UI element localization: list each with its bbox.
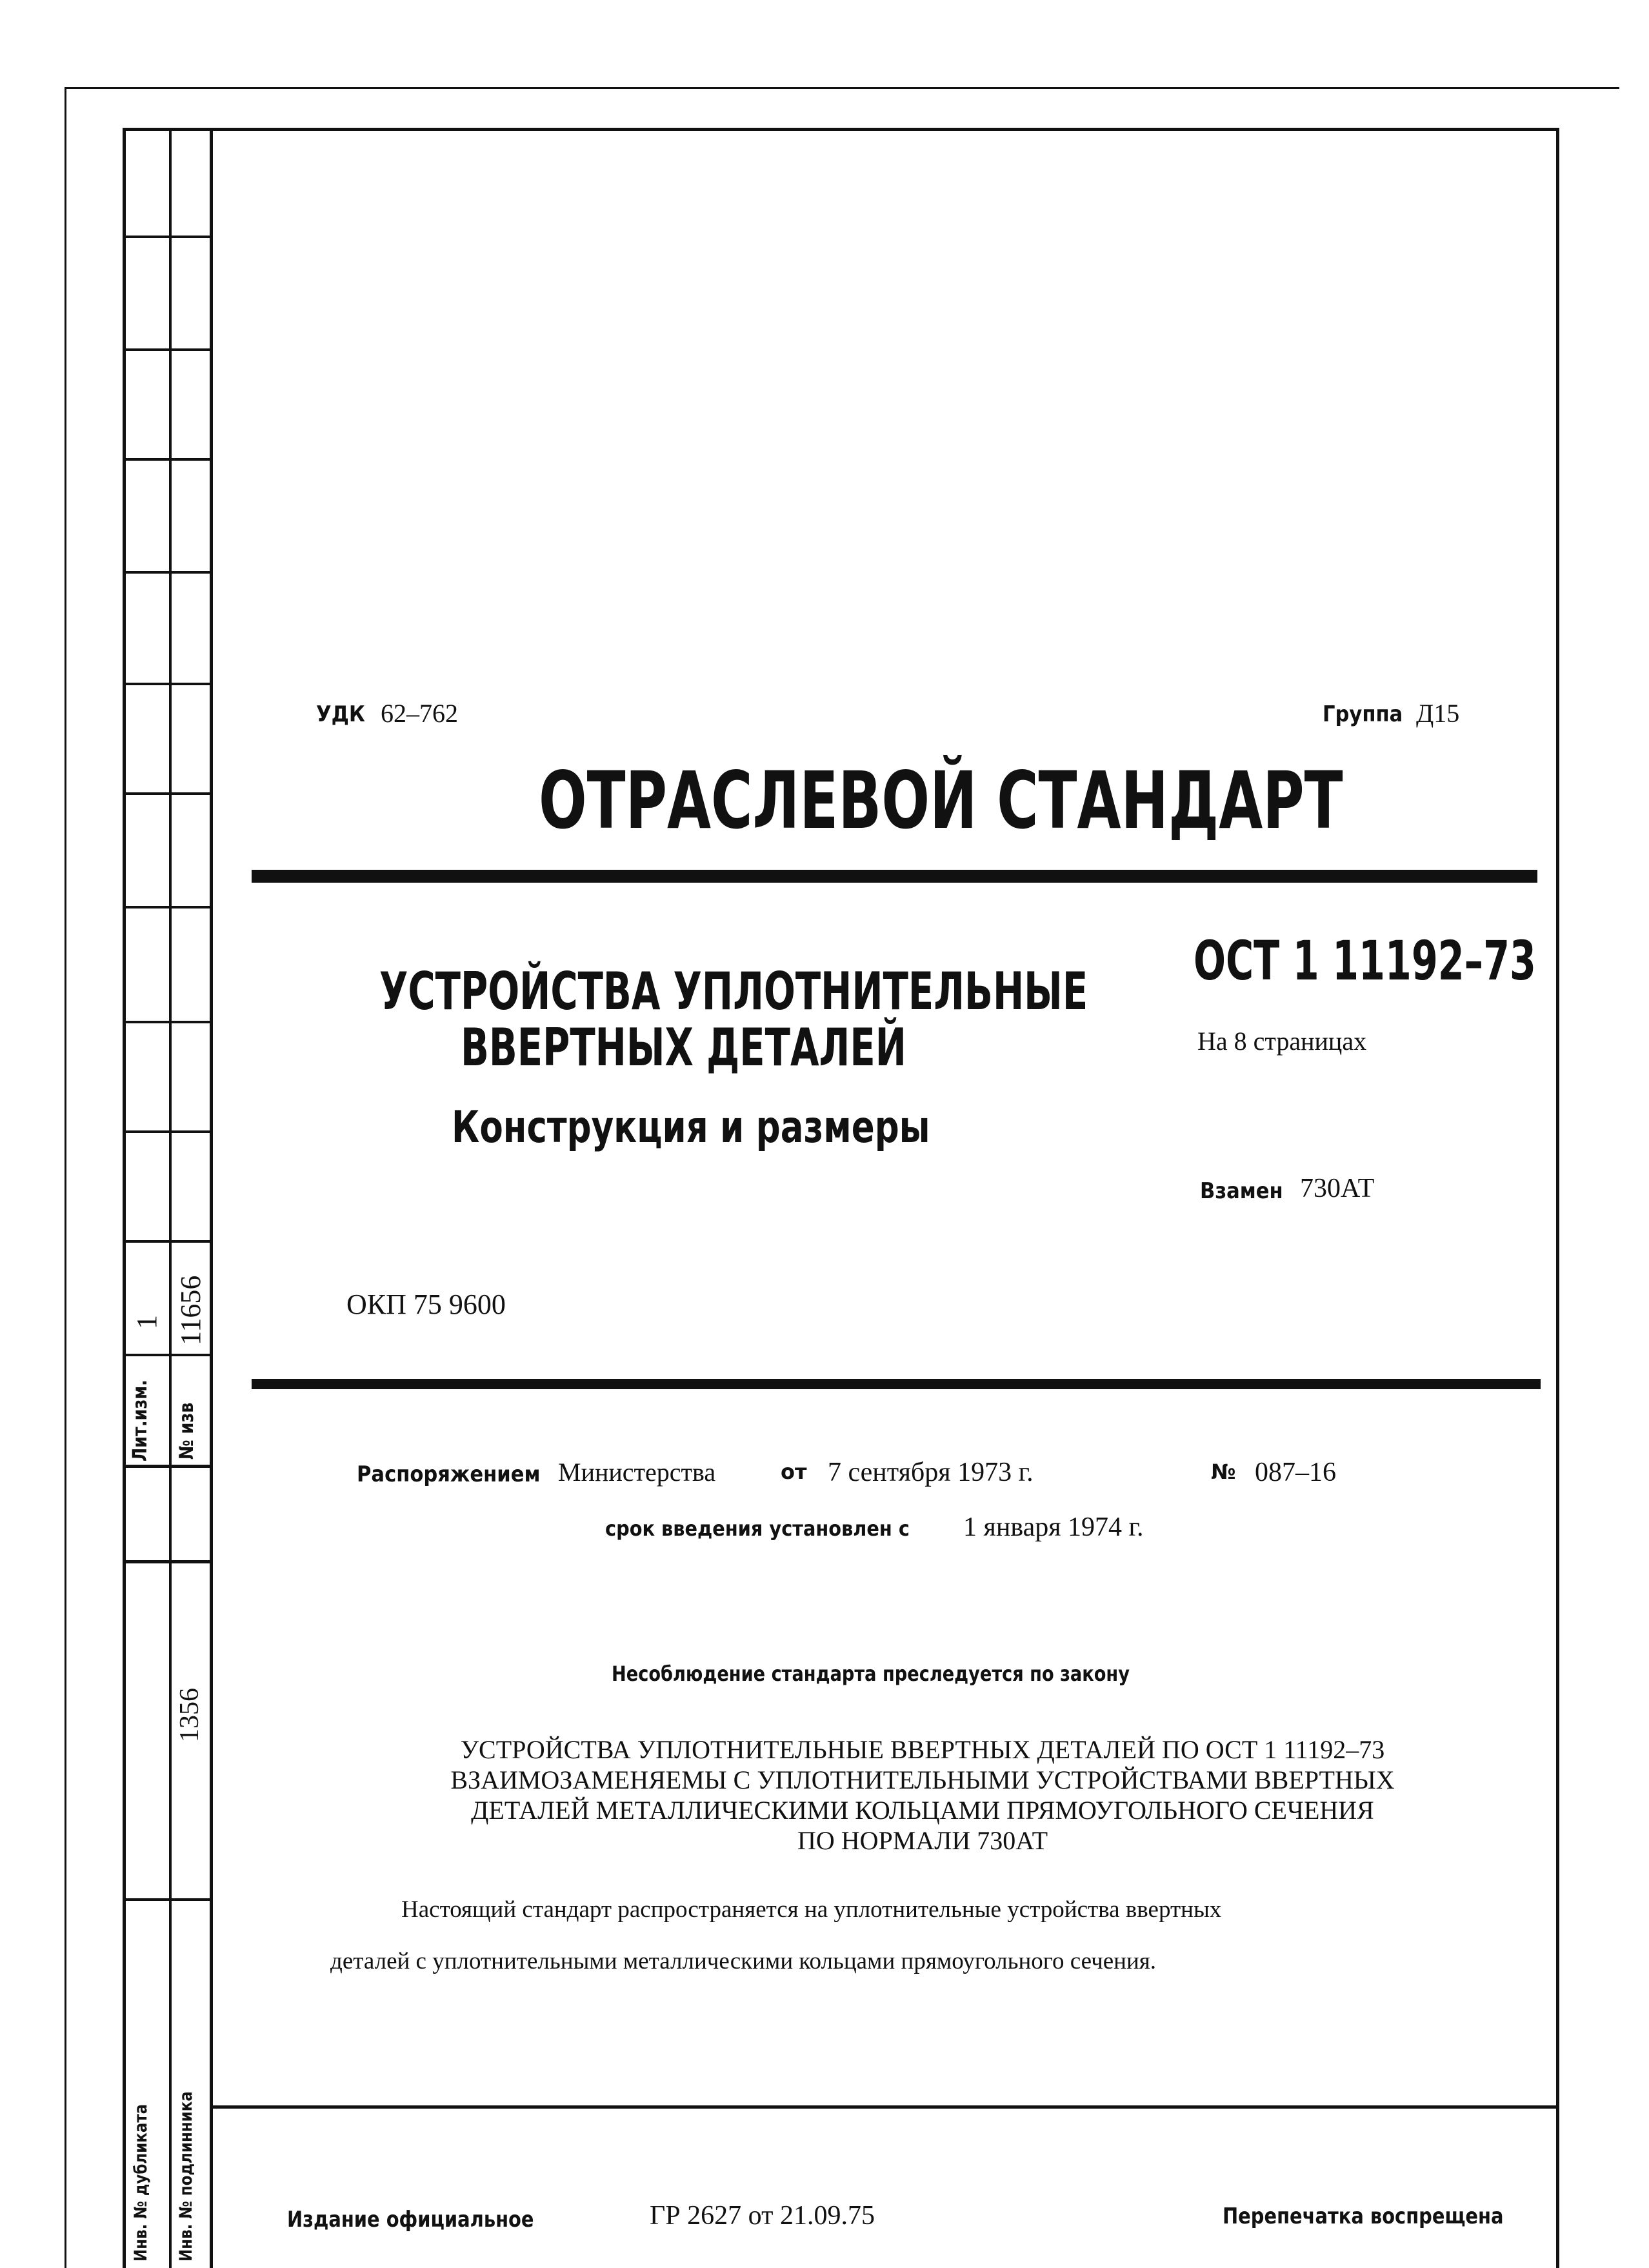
stamp-dup-label: Инв. № дубликата: [131, 2103, 151, 2262]
udk-label: УДК: [316, 701, 365, 727]
order-ministry: Министерства: [558, 1458, 716, 1487]
order-from-label: от: [781, 1460, 807, 1484]
stamp-lit-label: Лит.изм.: [129, 1380, 152, 1461]
stamp-izv-label: № изв: [175, 1402, 198, 1460]
frame-outer-left: [65, 87, 66, 2268]
stamp-divider: [123, 1354, 212, 1356]
footer-official-edition: Издание официальное: [287, 2207, 534, 2233]
title-rule-thick: [252, 870, 1537, 883]
effective-date: 1 января 1974 г.: [963, 1512, 1144, 1542]
standard-title-line1: УСТРОЙСТВА УПЛОТНИТЕЛЬНЫЕ: [379, 961, 1088, 1021]
frame-inner-left: [123, 128, 126, 2268]
order-label: Распоряжением: [357, 1461, 541, 1487]
scope-line1: Настоящий стандарт распространяется на уплотнительные устройства ввертных: [401, 1896, 1222, 1923]
replaces-value: 730АТ: [1300, 1174, 1375, 1203]
frame-inner-top: [123, 128, 1559, 131]
standard-subtitle: Конструкция и размеры: [452, 1102, 930, 1153]
footer-reprint-prohibited: Перепечатка воспрещена: [1223, 2203, 1504, 2229]
standard-title-line2: ВВЕРТНЫХ ДЕТАЛЕЙ: [461, 1018, 906, 1078]
frame-stamp-divider: [169, 128, 172, 2268]
okp-code: ОКП 75 9600: [346, 1289, 506, 1320]
footer-registration: ГР 2627 от 21.09.75: [650, 2201, 875, 2231]
stamp-divider: [123, 571, 212, 574]
stamp-divider: [123, 1240, 212, 1243]
interchange-line: УСТРОЙСТВА УПЛОТНИТЕЛЬНЫЕ ВВЕРТНЫХ ДЕТАЛЕЙ ПО ОСТ 1 11192–73: [460, 1735, 1385, 1764]
effective-prefix: срок введения установлен с: [605, 1516, 910, 1541]
stamp-dup-value: 1356: [175, 1688, 205, 1742]
order-number-label: №: [1211, 1460, 1236, 1484]
stamp-izv-value: 11656: [175, 1275, 206, 1345]
stamp-divider: [123, 1898, 212, 1901]
stamp-divider: [123, 1130, 212, 1133]
stamp-divider: [123, 1560, 212, 1563]
group-value: Д15: [1416, 699, 1460, 728]
stamp-divider: [123, 906, 212, 908]
page-title: ОТРАСЛЕВОЙ СТАНДАРТ: [539, 755, 1343, 847]
interchange-line: ВЗАИМОЗАМЕНЯЕМЫ С УПЛОТНИТЕЛЬНЫМИ УСТРОЙСТВАМИ ВВЕРТНЫХ: [450, 1765, 1395, 1794]
frame-outer-top: [65, 87, 1619, 89]
stamp-divider: [123, 458, 212, 461]
footer-divider: [210, 2105, 1559, 2109]
standard-number: ОСТ 1 11192–73: [1194, 929, 1536, 992]
replaces-label: Взамен: [1200, 1178, 1283, 1204]
stamp-divider: [123, 1021, 212, 1023]
stamp-divider: [123, 683, 212, 685]
frame-content-left: [210, 128, 213, 2268]
stamp-divider: [123, 236, 212, 238]
standard-pages: На 8 страницах: [1197, 1027, 1367, 1056]
group-label: Группа: [1323, 701, 1403, 727]
frame-inner-right: [1556, 128, 1559, 2268]
interchange-line: ДЕТАЛЕЙ МЕТАЛЛИЧЕСКИМИ КОЛЬЦАМИ ПРЯМОУГОЛЬНОГО СЕЧЕНИЯ: [471, 1796, 1374, 1825]
stamp-divider: [123, 792, 212, 795]
stamp-divider: [123, 1465, 212, 1468]
stamp-lit-value: 1: [131, 1315, 163, 1329]
stamp-divider: [123, 348, 212, 351]
order-date: 7 сентября 1973 г.: [828, 1458, 1034, 1487]
legal-notice: Несоблюдение стандарта преследуется по закону: [612, 1661, 1130, 1686]
interchange-line: ПО НОРМАЛИ 730АТ: [797, 1826, 1048, 1855]
stamp-orig-label: Инв. № подлинника: [176, 2091, 196, 2262]
order-number-value: 087–16: [1255, 1458, 1336, 1487]
scope-line2: деталей с уплотнительными металлическими кольцами прямоугольного сечения.: [330, 1948, 1157, 1974]
udk-value: 62–762: [381, 699, 458, 728]
interchange-block: [323, 1734, 1523, 1856]
block-rule-thick: [252, 1379, 1541, 1389]
